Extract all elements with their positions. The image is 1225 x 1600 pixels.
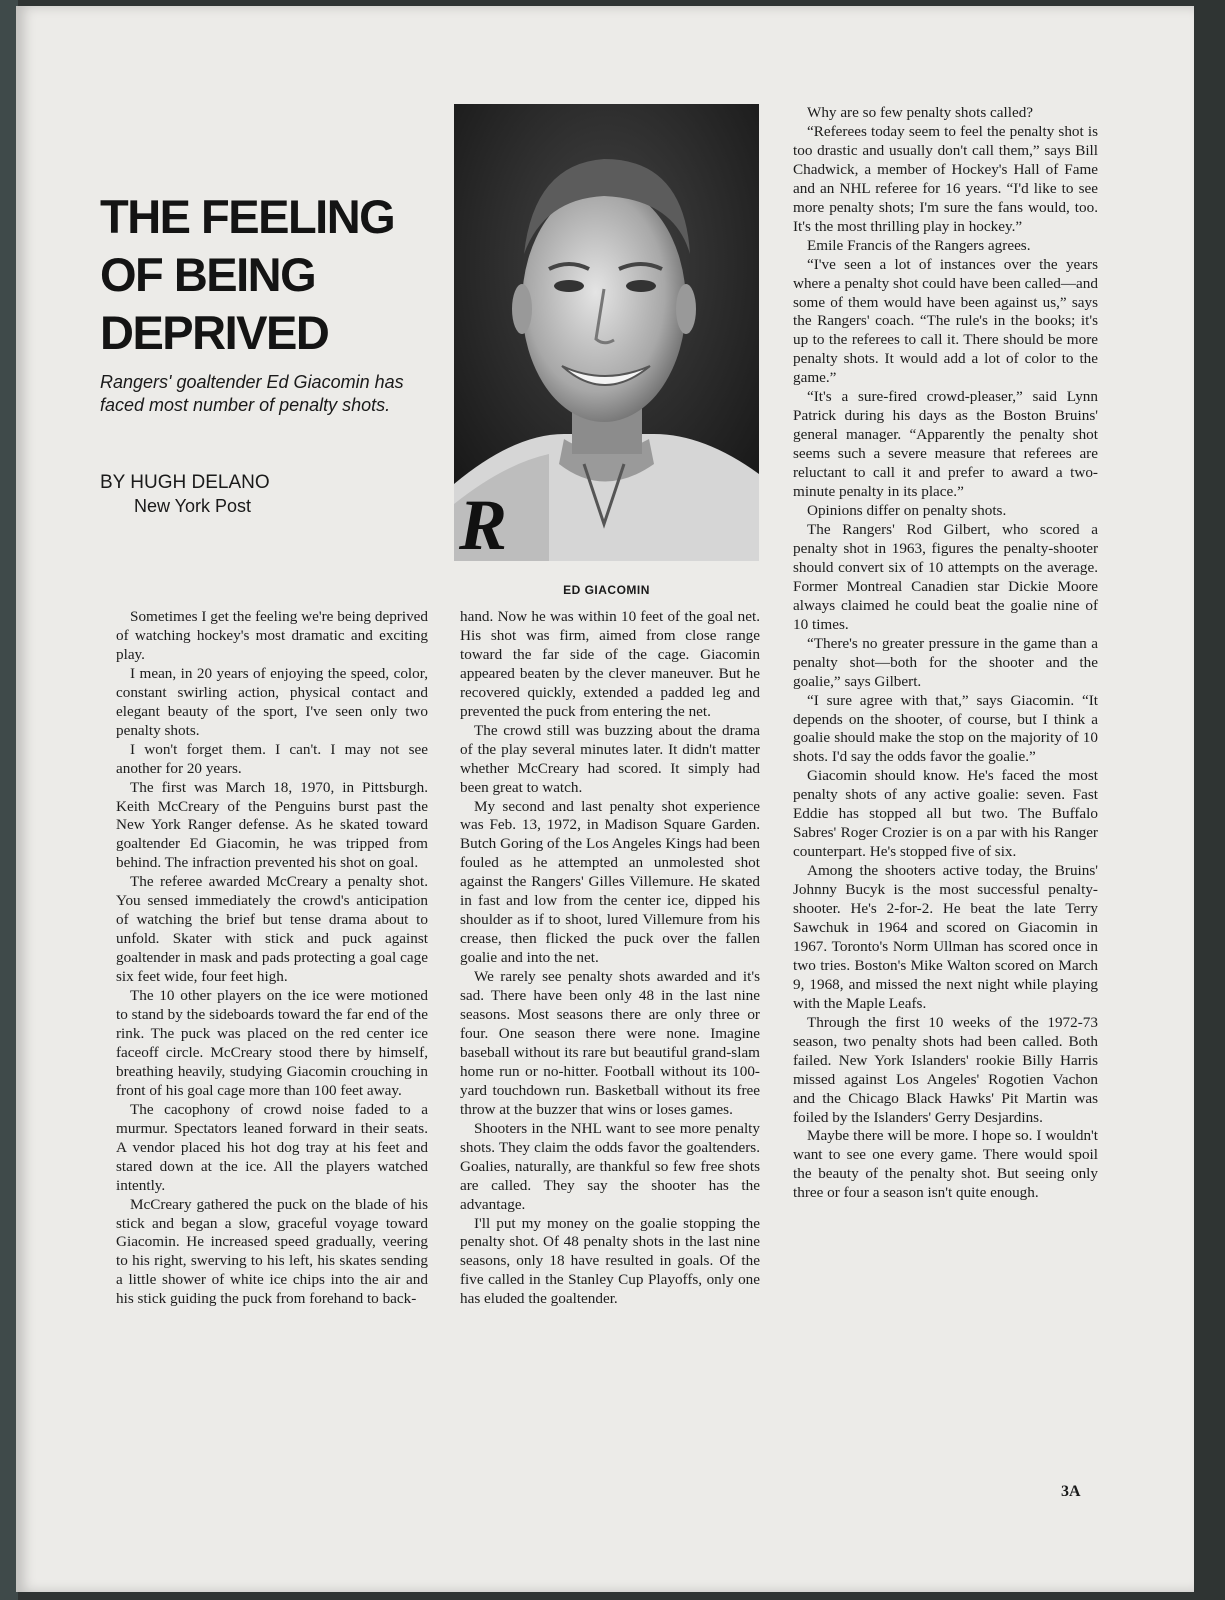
paragraph: “Referees today seem to feel the penalty shot is too drastic and usually don't call them,” says Bill Chadwick, a member of Hockey's Hall of Fame and an NHL referee for 16 years. “I'd like to see more penalty shots; I'm sure the fans would, too. It's the most thrilling play in hockey.” <box>793 122 1098 235</box>
paragraph: The first was March 18, 1970, in Pittsburgh. Keith McCreary of the Penguins burst past the New York Ranger defense. As he skated toward goaltender Ed Giacomin, he was tripped from behind. The infraction prevented his shot on goal. <box>116 778 428 872</box>
paragraph: Sometimes I get the feeling we're being deprived of watching hockey's most dramatic and exciting play. <box>116 608 428 663</box>
text-column-3 <box>793 104 1098 1203</box>
paragraph: Giacomin should know. He's faced the most penalty shots of any active goalie: seven. Fast Eddie has stopped all but two. The Buffalo Sabres' Roger Crozier is on a par with his Ranger counterpart. He's stopped five of six. <box>793 767 1098 861</box>
paragraph: The cacophony of crowd noise faded to a murmur. Spectators leaned forward in their seats. A vendor placed his hot dog tray at his feet and stared down at the ice. All the players watched intently. <box>116 1100 428 1194</box>
paragraph: Shooters in the NHL want to see more penalty shots. They claim the odds favor the goaltenders. Goalies, naturally, are thankful so few free shots are called. They say the shooter has the advantage. <box>460 1119 760 1213</box>
page-number: 3A <box>1061 1483 1081 1500</box>
byline: BY HUGH DELANO <box>100 472 270 493</box>
text-column-2 <box>460 608 760 1309</box>
text-column-1 <box>116 608 428 1309</box>
paragraph: “I've seen a lot of instances over the years where a penalty shot could have been called—and some of them would have been against us,” says the Rangers' coach. “The rule's in the books; it's up to the referees to call it. There should be more penalty shots. It would add a lot of color to the game.” <box>793 255 1098 387</box>
paragraph: Why are so few penalty shots called? <box>807 104 1034 121</box>
byline-source: New York Post <box>134 496 252 516</box>
paragraph: hand. Now he was within 10 feet of the goal net. His shot was firm, aimed from close range toward the far side of the cage. Giacomin appeared beaten by the clever maneuver. But he recovered quickly, extended a padded leg and prevented the puck from entering the net. <box>460 608 760 720</box>
paragraph: Through the first 10 weeks of the 1972-73 season, two penalty shots had been called. Both failed. New York Islanders' rookie Billy Harris missed against Los Angeles' Rogotien Vachon and the Chicago Black Hawks' Pit Martin was foiled by the Islanders' Gerry Desjardins. <box>793 1013 1098 1126</box>
article-title: THE FEELING OF BEING DEPRIVED <box>100 190 395 359</box>
article-deck: Rangers' goaltender Ed Giacomin has faced most number of penalty shots. <box>100 372 404 415</box>
paragraph: “There's no greater pressure in the game than a penalty shot—both for the shooter and the goalie,” says Gilbert. <box>793 634 1098 690</box>
paragraph: Opinions differ on penalty shots. <box>807 502 1007 520</box>
paragraph: The referee awarded McCreary a penalty shot. You sensed immediately the crowd's anticipation of watching the brief but tense drama about to unfold. Skater with stick and puck against goaltender in mask and pads protecting a goal cage six feet wide, four feet high. <box>116 873 428 986</box>
photo-caption: ED GIACOMIN <box>563 583 650 597</box>
paragraph: Among the shooters active today, the Bruins' Johnny Bucyk is the most successful penalty-shooter. He's 2-for-2. He beat the late Terry Sawchuk in 1964 and scored on Giacomin in 1967. Toronto's Norm Ullman has scored once in two tries. Boston's Mike Walton scored on March 9, 1968, and missed the next night while playing with the Maple Leafs. <box>793 862 1098 1012</box>
paragraph: We rarely see penalty shots awarded and it's sad. There have been only 48 in the last nine seasons. Most seasons there are only three or four. One season there were none. Imagine baseball without its rare but beautiful grand-slam home run or no-hitter. Football without its 100-yard touchdown run. Basketball without its free throw at the buzzer that wins or loses games. <box>460 968 760 1118</box>
paragraph: I won't forget them. I can't. I may not see another for 20 years. <box>116 740 428 777</box>
paragraph: “I sure agree with that,” says Giacomin. “It depends on the shooter, of course, but I think a goalie should make the stop on the majority of 10 shots. I'd say the odds favor the goalie.” <box>793 691 1098 766</box>
paragraph: My second and last penalty shot experience was Feb. 13, 1972, in Madison Square Garden. Butch Goring of the Los Angeles Kings had been fouled as he attempted an unmolested shot against the Rangers' Gilles Villemure. He skated in fast and low from the center ice, dipped his shoulder as if to shoot, lured Villemure from his crease, then flicked the puck over the fallen goalie and into the net. <box>460 797 760 967</box>
paragraph: The 10 other players on the ice were motioned to stand by the sideboards toward the far end of the rink. The puck was placed on the red center ice faceoff circle. McCreary stood there by himself, breathing heavily, studying Giacomin crouching in front of his goal cage more than 100 feet away. <box>116 987 428 1099</box>
paragraph: Maybe there will be more. I hope so. I wouldn't want to see one every game. There would spoil the beauty of the penalty shot. But seeing only three or four a season isn't quite enough. <box>793 1127 1098 1202</box>
paragraph: I'll put my money on the goalie stopping the penalty shot. Of 48 penalty shots in the last nine seasons, only 18 have resulted in goals. Of the five called in the Stanley Cup Playoffs, only one has eluded the goaltender. <box>460 1214 760 1308</box>
paragraph: The Rangers' Rod Gilbert, who scored a penalty shot in 1963, figures the penalty-shooter should convert six of 10 attempts on the average. Former Montreal Canadien star Dickie Moore always claimed he could beat the goalie nine of 10 times. <box>793 520 1098 633</box>
paragraph: McCreary gathered the puck on the blade of his stick and began a slow, graceful voyage toward Giacomin. He increased speed gradually, veering to his right, swerving to his left, his skates sending a little shower of white ice chips into the air and his stick guiding the puck from forehand to back- <box>116 1195 428 1308</box>
paragraph: Emile Francis of the Rangers agrees. <box>807 236 1031 254</box>
paragraph: “It's a sure-fired crowd-pleaser,” said Lynn Patrick during his days as the Boston Bruins' general manager. “Apparently the penalty shot seems such a severe measure that referees are reluctant to call it and prefer to award a two-minute penalty in its place.” <box>793 388 1098 501</box>
paragraph: The crowd still was buzzing about the drama of the play several minutes later. It didn't matter whether McCreary had scored. It simply had been great to watch. <box>460 721 760 796</box>
paragraph: I mean, in 20 years of enjoying the speed, color, constant swirling action, physical contact and elegant beauty of the sport, I've seen only two penalty shots. <box>116 664 428 739</box>
portrait-photo <box>454 104 759 561</box>
jersey-letter: R <box>459 485 508 561</box>
